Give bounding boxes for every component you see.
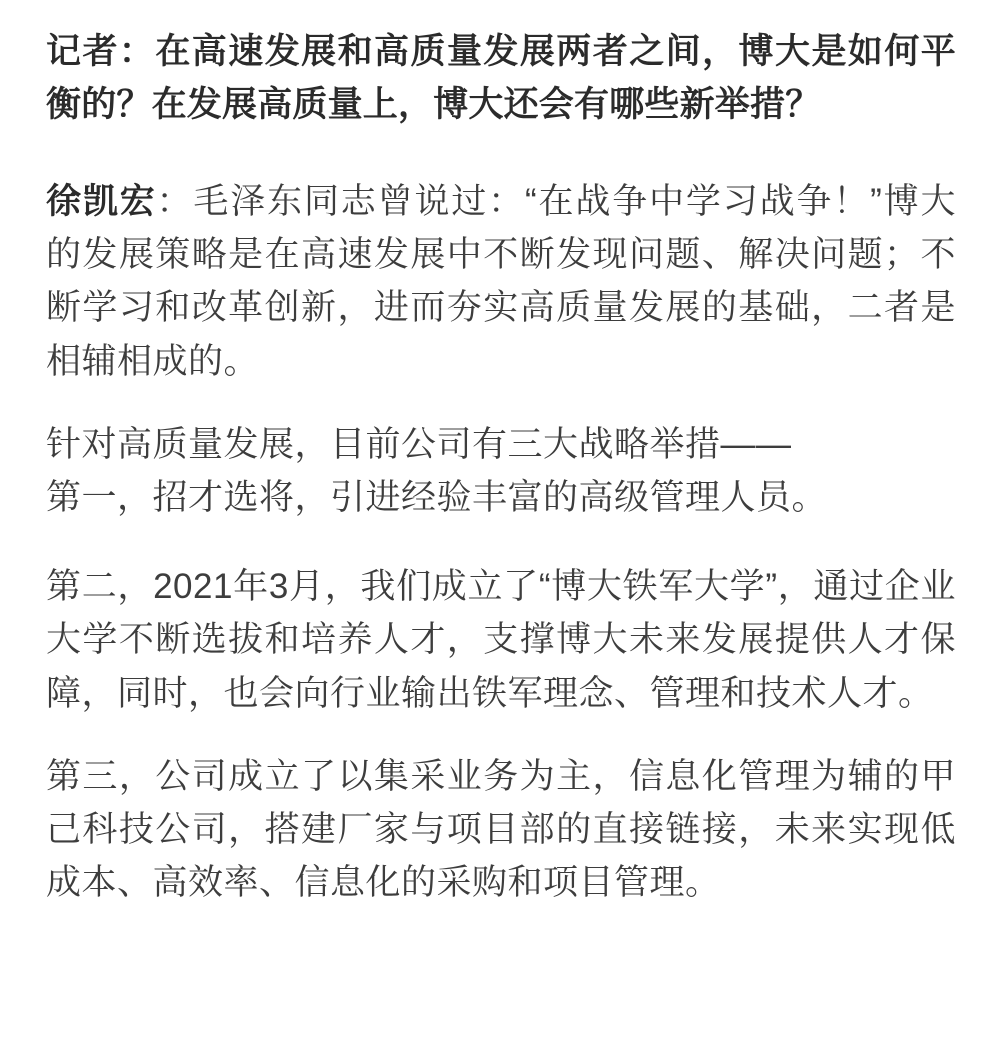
interview-question: 记者：在高速发展和高质量发展两者之间，博大是如何平衡的？在发展高质量上，博大还会有哪些新举措？ (46, 32, 956, 124)
strategy-item-third: 第三，公司成立了以集采业务为主，信息化管理为辅的甲己科技公司，搭建厂家与项目部的直接链接，未来实现低成本、高效率、信息化的采购和项目管理。 (46, 756, 956, 903)
speaker-separator: ： (156, 182, 194, 221)
strategy-intro-line: 针对高质量发展，目前公司有三大战略举措—— (46, 424, 792, 464)
interview-answer-1 (46, 175, 956, 388)
speaker-name: 徐凯宏 (46, 182, 157, 221)
answer-text: 毛泽东同志曾说过：“在战争中学习战争！”博大的发展策略是在高速发展中不断发现问题、解决问题；不断学习和改革创新，进而夯实高质量发展的基础，二者是相辅相成的。 (46, 182, 956, 381)
strategy-item-second: 第二，2021年3月，我们成立了“博大铁军大学”，通过企业大学不断选拔和培养人才，支撑博大未来发展提供人才保障，同时，也会向行业输出铁军理念、管理和技术人才。 (46, 567, 956, 713)
strategy-intro (46, 418, 956, 524)
strategy-item-first: 第一，招才选将，引进经验丰富的高级管理人员。 (46, 477, 828, 517)
